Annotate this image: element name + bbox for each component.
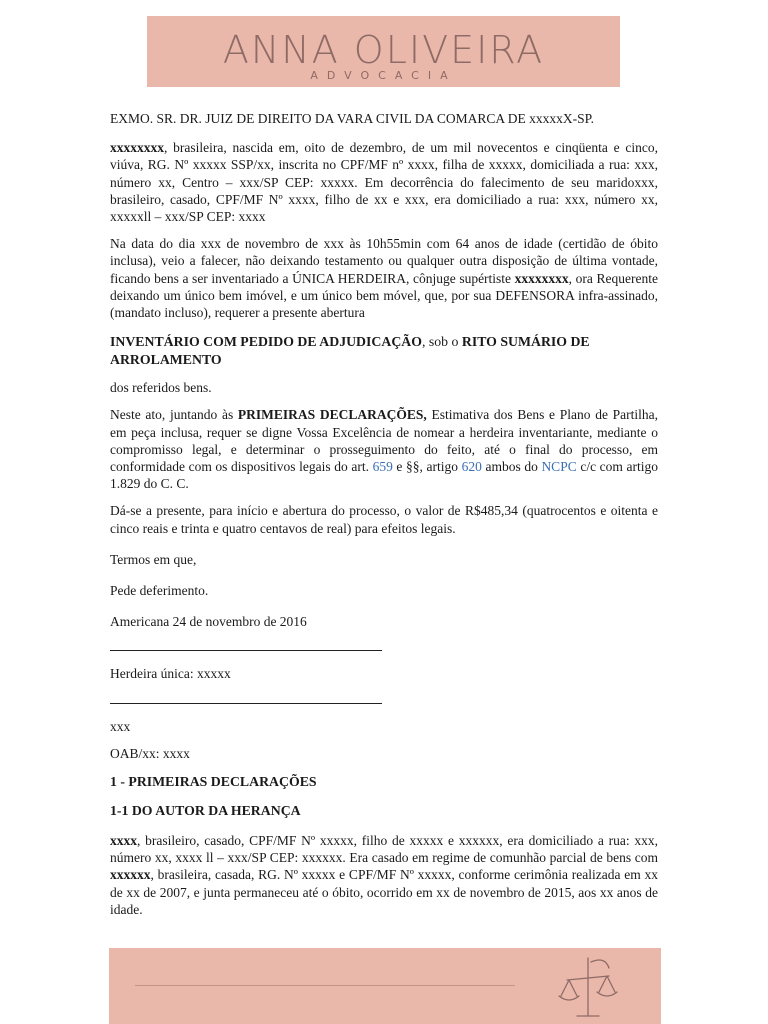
assets-line: dos referidos bens.	[110, 380, 212, 396]
procedure-heading: INVENTÁRIO COM PEDIDO DE ADJUDICAÇÃO, sob o RITO SUMÁRIO DE ARROLAMENTO	[110, 334, 590, 368]
closing-line-1: Termos em que,	[110, 551, 197, 567]
spouse-name: xxxxxxxx	[514, 270, 569, 286]
signature-line-heir	[110, 638, 382, 651]
logo-name: ANNA OLIVEIRA	[222, 28, 545, 72]
qualification-paragraph: xxxxxxxx, brasileira, nascida em, oito de dezembro, de um mil novecentos e cinqüenta e cinco, viúva, RG. Nº xxxxx SSP/xx, inscrita no CPF/MF nº xxxx, filha de xxxxx, domiciliada a rua: xxx, número xx, Centro – xxx/SP CEP: xxxxx. Em decorrência do falecimento de seu maridoxxx, brasileiro, casado, CPF/MF Nº xxxx, filho de xx e xxx, era domiciliado a rua: xxx, número xx, xxxxxll – xxx/SP CEP: xxxx	[110, 140, 658, 225]
justice-scale-emblem-icon	[547, 950, 629, 1024]
place-date: Americana 24 de novembro de 2016	[110, 614, 307, 630]
lawyer-oab: OAB/xx: xxxx	[110, 745, 190, 761]
ncpc-link[interactable]: NCPC	[541, 459, 577, 475]
value-paragraph: Dá-se a presente, para início e abertura do processo, o valor de R$485,34 (quatrocentos e oitenta e cinco reais e trinta e quatro centavos de real) para efeitos legais.	[110, 503, 658, 536]
document-body	[110, 110, 658, 918]
footer-band	[109, 948, 661, 1024]
deceased-paragraph: xxxx, brasileiro, casado, CPF/MF Nº xxxxx, filho de xxxxx e xxxxxx, era domiciliado a rua: xxx, número xx, xxxx ll – xxx/SP CEP: xxxxxx. Era casado em regime de comunhão parcial de bens com xxxxxx, brasileira, casada, RG. Nº xxxxx e CPF/MF Nº xxxxx, conforme cerimônia realizada em xx de xx de 2007, e junta permaneceu até o óbito, ocorrido em xx de novembro de 2015, aos xx anos de idade.	[110, 833, 658, 917]
logo-subtitle: ADVOCACIA	[310, 69, 457, 82]
article-620-link[interactable]: 620	[461, 459, 482, 475]
heir-signature-label: Herdeira única: xxxxx	[110, 666, 231, 682]
deceased-name: xxxx	[110, 833, 137, 849]
widow-name: xxxxxx	[110, 867, 151, 883]
facts-paragraph: Na data do dia xxx de novembro de xxx às 10h55min com 64 anos de idade (certidão de óbito inclusa), veio a falecer, não deixando testamento ou qualquer outra disposição de última vontade, ficando bens a ser inventariado a ÚNICA HERDEIRA, cônjuge supértiste xxxxxxxx, ora Requerente deixando um único bem imóvel, e um único bem móvel, que, por sua DEFENSORA infra-assinado, (mandato incluso), requerer a presente abertura	[110, 236, 658, 321]
section-title: 1 - PRIMEIRAS DECLARAÇÕES	[110, 774, 317, 790]
request-paragraph: Neste ato, juntando às PRIMEIRAS DECLARAÇÕES, Estimativa dos Bens e Plano de Partilha, em peça inclusa, requer se digne Vossa Excelência de nomear a herdeira inventariante, mediante o compromisso legal, e determinar o prosseguimento do feito, até o final do processo, em conformidade com os dispositivos legais do art. 659 e §§, artigo 620 ambos do NCPC c/c com artigo 1.829 do C. C.	[110, 407, 659, 492]
addressee: EXMO. SR. DR. JUIZ DE DIREITO DA VARA CIVIL DA COMARCA DE xxxxxX-SP.	[110, 111, 595, 126]
footer-rule	[135, 985, 515, 986]
lawyer-name: xxx	[110, 718, 131, 734]
signature-line-lawyer	[110, 691, 382, 704]
applicant-name: xxxxxxxx	[110, 140, 164, 156]
header-logo-band	[147, 16, 620, 87]
article-659-link[interactable]: 659	[372, 459, 393, 475]
closing-line-2: Pede deferimento.	[110, 583, 209, 599]
subsection-title: 1-1 DO AUTOR DA HERANÇA	[110, 803, 301, 819]
